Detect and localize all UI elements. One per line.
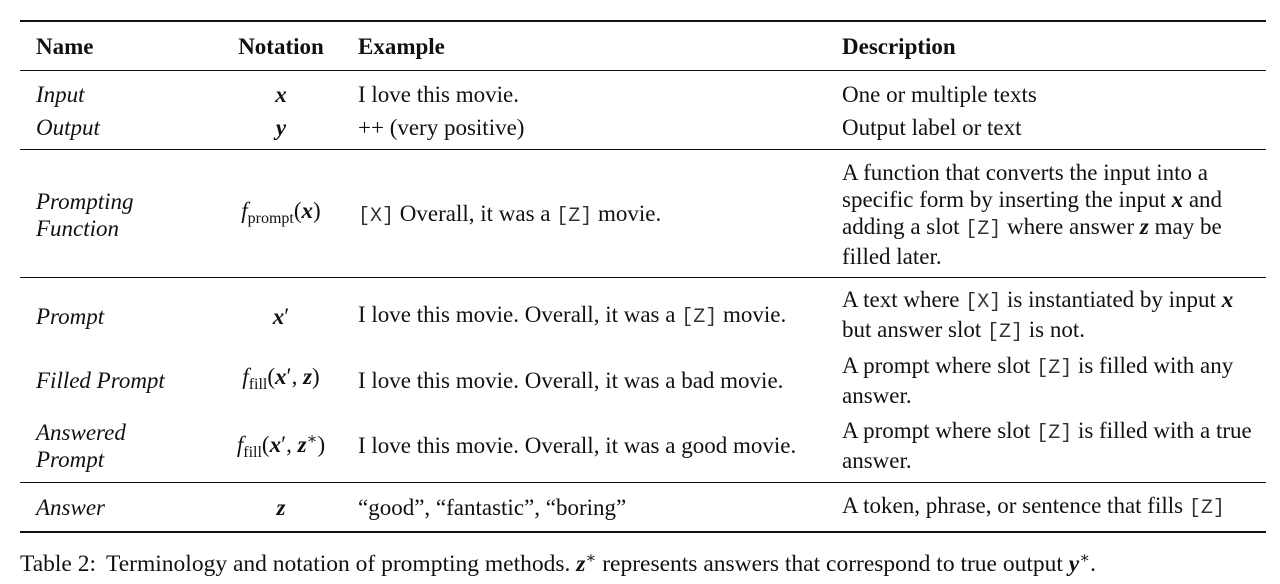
math-var: x bbox=[272, 303, 285, 329]
caption-text: represents answers that correspond to true output bbox=[596, 551, 1069, 577]
table-row bbox=[20, 348, 1266, 413]
slot-token: [Z] bbox=[681, 306, 718, 329]
desc-text: is filled with any answer. bbox=[842, 353, 1234, 408]
slot-token: [Z] bbox=[556, 204, 593, 228]
row-name: Output bbox=[20, 108, 206, 150]
math-paren: ( bbox=[261, 431, 270, 457]
math-superscript: ∗ bbox=[1079, 550, 1091, 567]
math-var: x bbox=[301, 198, 314, 223]
row-name-line: Function bbox=[36, 215, 120, 241]
table-header-row bbox=[20, 21, 1266, 71]
desc-text: is filled with a true answer. bbox=[842, 418, 1252, 473]
row-example: “good”, “fantastic”, “boring” bbox=[356, 483, 842, 533]
math-subscript: fill bbox=[248, 376, 268, 393]
math-var: x bbox=[1221, 287, 1234, 312]
row-name: Input bbox=[36, 82, 85, 107]
row-description bbox=[842, 413, 1266, 483]
math-var: x bbox=[1171, 187, 1184, 212]
header-notation: Notation bbox=[206, 21, 356, 71]
math-var: z bbox=[303, 364, 313, 389]
slot-token: [Z] bbox=[1036, 357, 1073, 380]
example-text: movie. bbox=[592, 200, 662, 226]
row-notation bbox=[206, 348, 356, 413]
caption-text: . bbox=[1090, 551, 1096, 577]
desc-text: but answer slot bbox=[842, 317, 988, 342]
math-paren: ( bbox=[267, 364, 276, 389]
row-example: I love this movie. bbox=[358, 82, 519, 107]
math-function: f bbox=[242, 364, 249, 389]
row-description: Output label or text bbox=[842, 108, 1266, 150]
math-paren: ) bbox=[317, 431, 326, 457]
slot-token: [X] bbox=[358, 204, 395, 228]
row-description bbox=[842, 348, 1266, 413]
example-text: Overall, it was a bbox=[394, 200, 557, 226]
table-caption bbox=[20, 545, 1265, 578]
math-var: z bbox=[1139, 214, 1149, 239]
row-example: ++ (very positive) bbox=[356, 108, 842, 150]
desc-text: may be filled later. bbox=[842, 214, 1222, 269]
math-paren: ) bbox=[313, 198, 321, 223]
math-subscript: prompt bbox=[247, 210, 294, 227]
slot-token: [X] bbox=[965, 291, 1002, 314]
row-name: Filled Prompt bbox=[36, 368, 165, 393]
math-var: z bbox=[576, 551, 586, 577]
row-name-line: Answered bbox=[36, 419, 126, 445]
terminology-table bbox=[20, 20, 1266, 533]
row-description bbox=[842, 278, 1266, 349]
table-row bbox=[20, 413, 1266, 483]
row-notation bbox=[206, 108, 356, 150]
row-name: Prompt bbox=[36, 303, 105, 329]
slot-token: [Z] bbox=[965, 218, 1002, 241]
math-var: x bbox=[269, 431, 282, 457]
desc-text: where answer bbox=[1001, 214, 1140, 239]
row-example bbox=[356, 150, 842, 278]
row-notation bbox=[206, 278, 356, 349]
math-var: x bbox=[275, 82, 287, 107]
row-name bbox=[20, 150, 206, 278]
example-text: I love this movie. Overall, it was a bbox=[358, 302, 682, 327]
row-example: I love this movie. Overall, it was a good movie. bbox=[356, 413, 842, 483]
row-notation bbox=[206, 483, 356, 533]
slot-token: [Z] bbox=[1188, 497, 1225, 520]
row-name bbox=[20, 413, 206, 483]
math-var: z bbox=[297, 431, 307, 457]
desc-text: A prompt where slot bbox=[842, 418, 1037, 443]
slot-token: [Z] bbox=[987, 321, 1024, 344]
desc-text: and adding a slot bbox=[842, 187, 1223, 239]
math-var: z bbox=[276, 494, 286, 520]
table-row bbox=[20, 108, 1266, 150]
table-row bbox=[20, 150, 1266, 278]
caption-text: Terminology and notation of prompting methods. bbox=[106, 551, 577, 577]
row-name: Answer bbox=[20, 483, 206, 533]
header-example: Example bbox=[356, 21, 842, 71]
desc-text: A text where bbox=[842, 287, 966, 312]
math-var: y bbox=[275, 115, 287, 140]
table-row bbox=[20, 483, 1266, 533]
math-paren: ( bbox=[293, 198, 302, 223]
math-var: y bbox=[1068, 551, 1080, 577]
math-var: x bbox=[275, 364, 287, 389]
table-row bbox=[20, 278, 1266, 349]
example-text: movie. bbox=[717, 302, 787, 327]
math-comma: , bbox=[286, 431, 298, 457]
math-superscript: ∗ bbox=[585, 550, 597, 567]
desc-text: A token, phrase, or sentence that fills bbox=[842, 493, 1189, 518]
row-example: I love this movie. Overall, it was a bad movie. bbox=[358, 368, 784, 393]
table-row bbox=[20, 71, 1266, 109]
math-prime: ′ bbox=[281, 431, 287, 457]
row-description bbox=[842, 150, 1266, 278]
row-notation bbox=[206, 71, 356, 109]
row-description bbox=[842, 483, 1266, 533]
math-prime: ′ bbox=[286, 364, 292, 389]
math-function: f bbox=[236, 431, 244, 457]
desc-text: A function that converts the input into a specific form by inserting the input bbox=[842, 160, 1209, 212]
slot-token: [Z] bbox=[1036, 422, 1073, 445]
header-description: Description bbox=[842, 21, 1266, 71]
row-name-line: Prompt bbox=[36, 446, 105, 472]
row-example bbox=[356, 278, 842, 349]
desc-text: is instantiated by input bbox=[1001, 287, 1222, 312]
math-function: f bbox=[241, 198, 248, 223]
terminology-table-container bbox=[20, 20, 1266, 533]
row-notation bbox=[206, 150, 356, 278]
header-name: Name bbox=[20, 21, 206, 71]
row-notation bbox=[206, 413, 356, 483]
math-superscript: ∗ bbox=[306, 430, 318, 448]
row-description: One or multiple texts bbox=[842, 82, 1037, 107]
math-prime: ′ bbox=[284, 303, 290, 329]
math-subscript: fill bbox=[243, 443, 262, 461]
caption-label: Table 2: bbox=[20, 551, 97, 577]
math-comma: , bbox=[291, 364, 304, 389]
row-name-line: Prompting bbox=[36, 188, 134, 214]
desc-text: is not. bbox=[1023, 317, 1086, 342]
math-paren: ) bbox=[312, 364, 320, 389]
desc-text: A prompt where slot bbox=[842, 353, 1037, 378]
